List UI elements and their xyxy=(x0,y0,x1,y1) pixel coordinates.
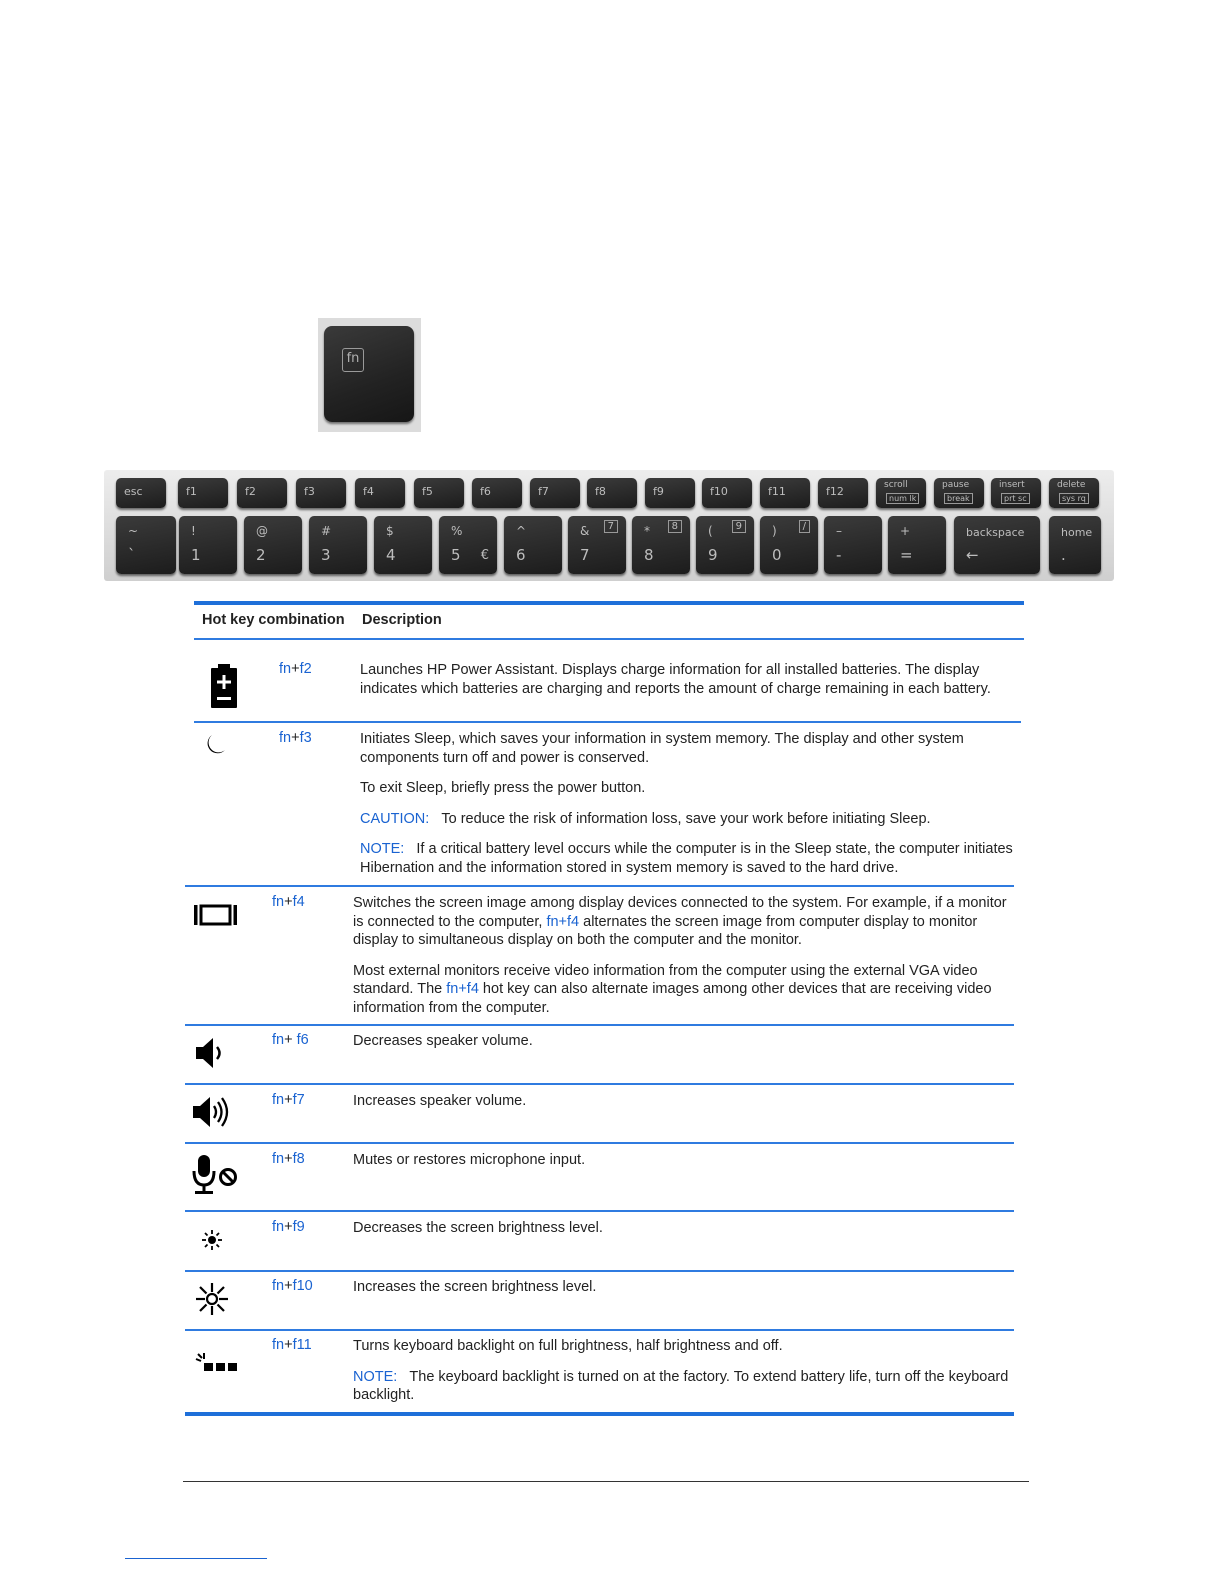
row-rule xyxy=(185,1329,1014,1331)
fn-keycap xyxy=(324,326,414,422)
keyboard-backlight-icon xyxy=(195,1353,239,1373)
caution-label: CAUTION: xyxy=(360,810,430,827)
description-fn-f9: Decreases the screen brightness level. xyxy=(353,1220,603,1236)
row-rule xyxy=(185,1083,1014,1085)
hotkey-fn-f6: fn+ f6 xyxy=(272,1032,309,1048)
brightness-down-icon xyxy=(201,1229,223,1251)
key-f4: f4 xyxy=(355,478,405,508)
hotkey-fn-f11: fn+f11 xyxy=(272,1337,312,1353)
footer-rule xyxy=(183,1481,1029,1482)
description-fn-f11: Turns keyboard backlight on full brightness, half brightness and off. NOTE: The keyboard backlight is turned on at the factory. To extend battery life, turn off the keyboard backlight. xyxy=(353,1338,1009,1403)
header-hot-key-combination: Hot key combination xyxy=(202,612,345,628)
header-description: Description xyxy=(362,612,442,628)
key-f8: f8 xyxy=(587,478,637,508)
key-number-7: & 7 7 xyxy=(568,516,626,574)
key-number-11: – - xyxy=(824,516,882,574)
hotkey-fn-f7: fn+f7 xyxy=(272,1092,305,1108)
key-number-2: @ 2 xyxy=(244,516,302,574)
hotkey-fn-f9: fn+f9 xyxy=(272,1219,305,1235)
key-f3: f3 xyxy=(296,478,346,508)
key-f7: f7 xyxy=(530,478,580,508)
note-label: NOTE: xyxy=(353,1368,398,1385)
keyboard-image xyxy=(104,470,1114,581)
battery-icon xyxy=(209,664,239,708)
description-fn-f3: Initiates Sleep, which saves your information in system memory. The display and other system components turn off and power is conserved. To exit Sleep, briefly press the power button. CAUTION: To reduce the risk of information loss, save your work before initiating Sleep. NOTE: If a critical battery level occurs while the computer is in the Sleep state, the computer initiates Hibernation and the information stored in system memory is saved to the hard drive. xyxy=(360,731,1013,876)
description-fn-f8: Mutes or restores microphone input. xyxy=(353,1152,586,1168)
fn-key-glyph: fn xyxy=(342,348,364,372)
hotkey-fn-f8: fn+f8 xyxy=(272,1151,305,1167)
row-rule xyxy=(185,1142,1014,1144)
row-rule xyxy=(185,1210,1014,1212)
key-esc: esc xyxy=(116,478,166,508)
description-fn-f7: Increases speaker volume. xyxy=(353,1093,527,1109)
key-number-8: * 8 8 xyxy=(632,516,690,574)
key-backspace: backspace ← xyxy=(954,516,1040,574)
table-bottom-rule xyxy=(185,1412,1014,1416)
key-f10: f10 xyxy=(702,478,752,508)
note-label: NOTE: xyxy=(360,841,405,857)
key-f5: f5 xyxy=(414,478,464,508)
row-rule xyxy=(194,721,1021,723)
key-f1: f1 xyxy=(178,478,228,508)
key-number-3: # 3 xyxy=(309,516,367,574)
key-pause: pause break xyxy=(934,478,984,508)
key-f11: f11 xyxy=(760,478,810,508)
description-fn-f10: Increases the screen brightness level. xyxy=(353,1279,597,1295)
key-number-10: ) 0 / xyxy=(760,516,818,574)
key-f6: f6 xyxy=(472,478,522,508)
hotkey-fn-f4: fn+f4 xyxy=(272,894,305,910)
row-rule xyxy=(185,1270,1014,1272)
description-fn-f2: Launches HP Power Assistant. Displays charge information for all installed batteries. The display indicates which batteries are charging and reports the amount of charge remaining in each battery. xyxy=(360,662,991,697)
hotkey-fn-f10: fn+f10 xyxy=(272,1278,313,1294)
header-rule xyxy=(194,638,1024,640)
key-number-1: ! 1 xyxy=(179,516,237,574)
hotkey-fn-f3: fn+f3 xyxy=(279,730,312,746)
key-f12: f12 xyxy=(818,478,868,508)
display-switch-icon xyxy=(194,904,237,926)
key-number-0: ~ ` xyxy=(116,516,176,574)
footnote-rule xyxy=(125,1558,267,1559)
description-fn-f6: Decreases speaker volume. xyxy=(353,1033,533,1049)
hotkey-fn-f2: fn+f2 xyxy=(279,661,312,677)
key-delete: delete sys rq xyxy=(1049,478,1099,508)
key-number-5: % 5 € xyxy=(439,516,497,574)
row-rule xyxy=(185,1024,1014,1026)
key-home: home . xyxy=(1049,516,1101,574)
key-f9: f9 xyxy=(645,478,695,508)
key-number-6: ^ 6 xyxy=(504,516,562,574)
fn-key-image xyxy=(318,318,421,432)
key-number-12: + = xyxy=(888,516,946,574)
key-number-9: ( 9 9 xyxy=(696,516,754,574)
volume-down-icon xyxy=(196,1036,226,1070)
description-fn-f4: Switches the screen image among display devices connected to the system. For example, if a monitor is connected to the computer, fn+f4 alternates the screen image from computer display to monitor display to simultaneous display on both the computer and the monitor. Most external monitors receive video information from the computer using the external VGA video standard. The fn+f4 hot key can also alternate images among other devices that are receiving video information from the computer. xyxy=(353,895,1007,1016)
brightness-up-icon xyxy=(196,1283,228,1315)
microphone-mute-icon xyxy=(192,1155,240,1195)
moon-icon xyxy=(203,733,227,757)
key-insert: insert prt sc xyxy=(991,478,1041,508)
key-f2: f2 xyxy=(237,478,287,508)
key-number-4: $ 4 xyxy=(374,516,432,574)
key-scroll: scroll num lk xyxy=(876,478,926,508)
volume-up-icon xyxy=(193,1095,231,1129)
row-rule xyxy=(185,885,1014,887)
table-top-rule xyxy=(194,601,1024,605)
